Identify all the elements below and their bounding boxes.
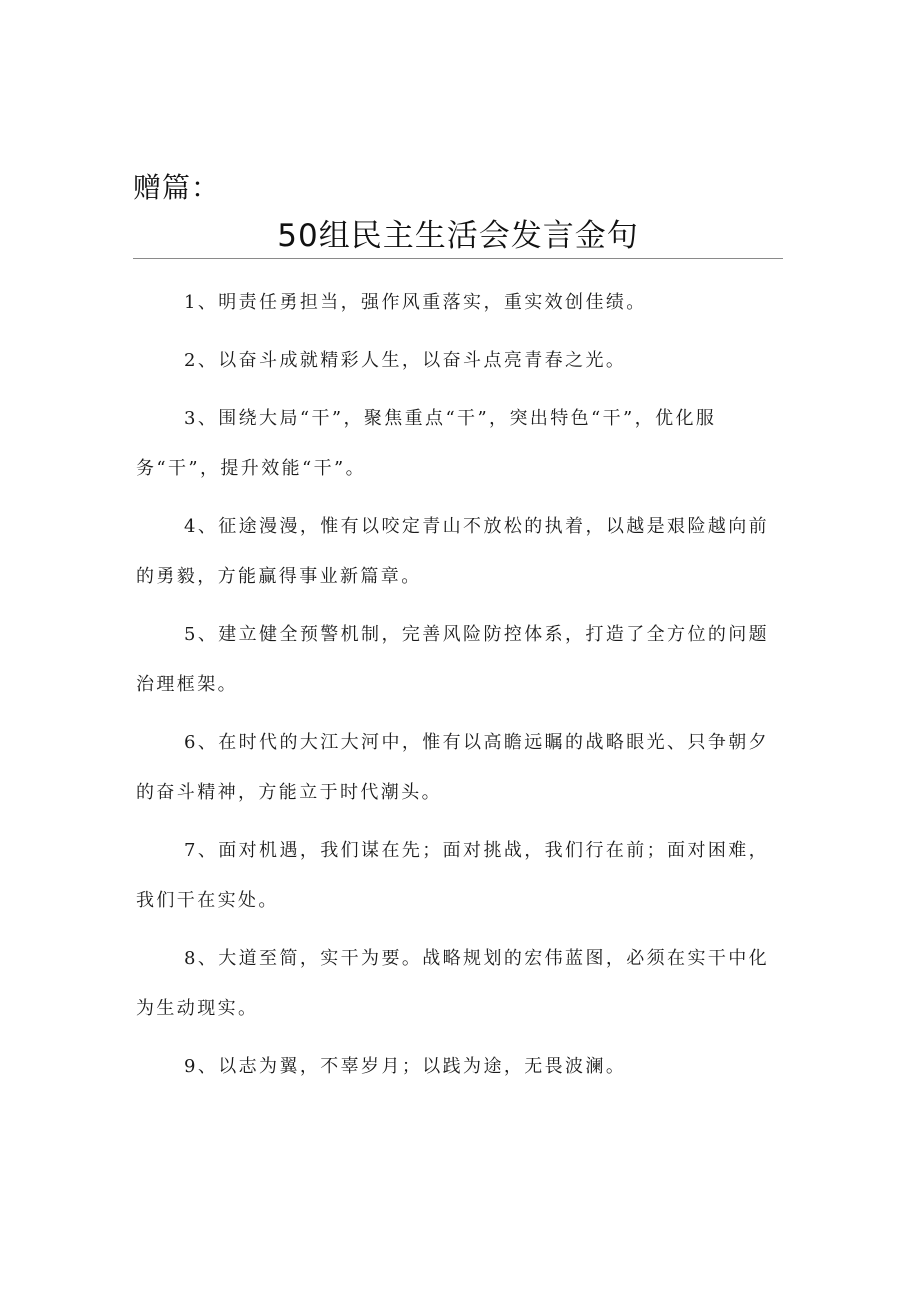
section-label: 赠篇： [133, 171, 221, 204]
list-item: 8、大道至简，实干为要。战略规划的宏伟蓝图，必须在实干中化为生动现实。 [136, 948, 770, 1019]
list-item: 6、在时代的大江大河中，惟有以高瞻远瞩的战略眼光、只争朝夕的奋斗精神，方能立于时代潮头。 [136, 732, 770, 803]
title-underline [133, 258, 783, 259]
list-item: 4、征途漫漫，惟有以咬定青山不放松的执着，以越是艰险越向前的勇毅，方能赢得事业新篇章。 [136, 516, 770, 587]
list-item: 3、围绕大局“干”，聚焦重点“干”，突出特色“干”，优化服务“干”，提升效能“干”。 [136, 408, 717, 479]
list-item: 2、以奋斗成就精彩人生，以奋斗点亮青春之光。 [184, 350, 627, 371]
list-item: 5、建立健全预警机制，完善风险防控体系，打造了全方位的问题治理框架。 [136, 624, 770, 695]
page-title: 50组民主生活会发言金句 [277, 218, 639, 254]
list-item: 7、面对机遇，我们谋在先；面对挑战，我们行在前；面对困难，我们干在实处。 [136, 840, 770, 911]
quote-list [136, 278, 780, 1100]
list-item: 1、明责任勇担当，强作风重落实，重实效创佳绩。 [184, 292, 647, 313]
list-item: 9、以志为翼，不辜岁月；以践为途，无畏波澜。 [184, 1056, 627, 1077]
